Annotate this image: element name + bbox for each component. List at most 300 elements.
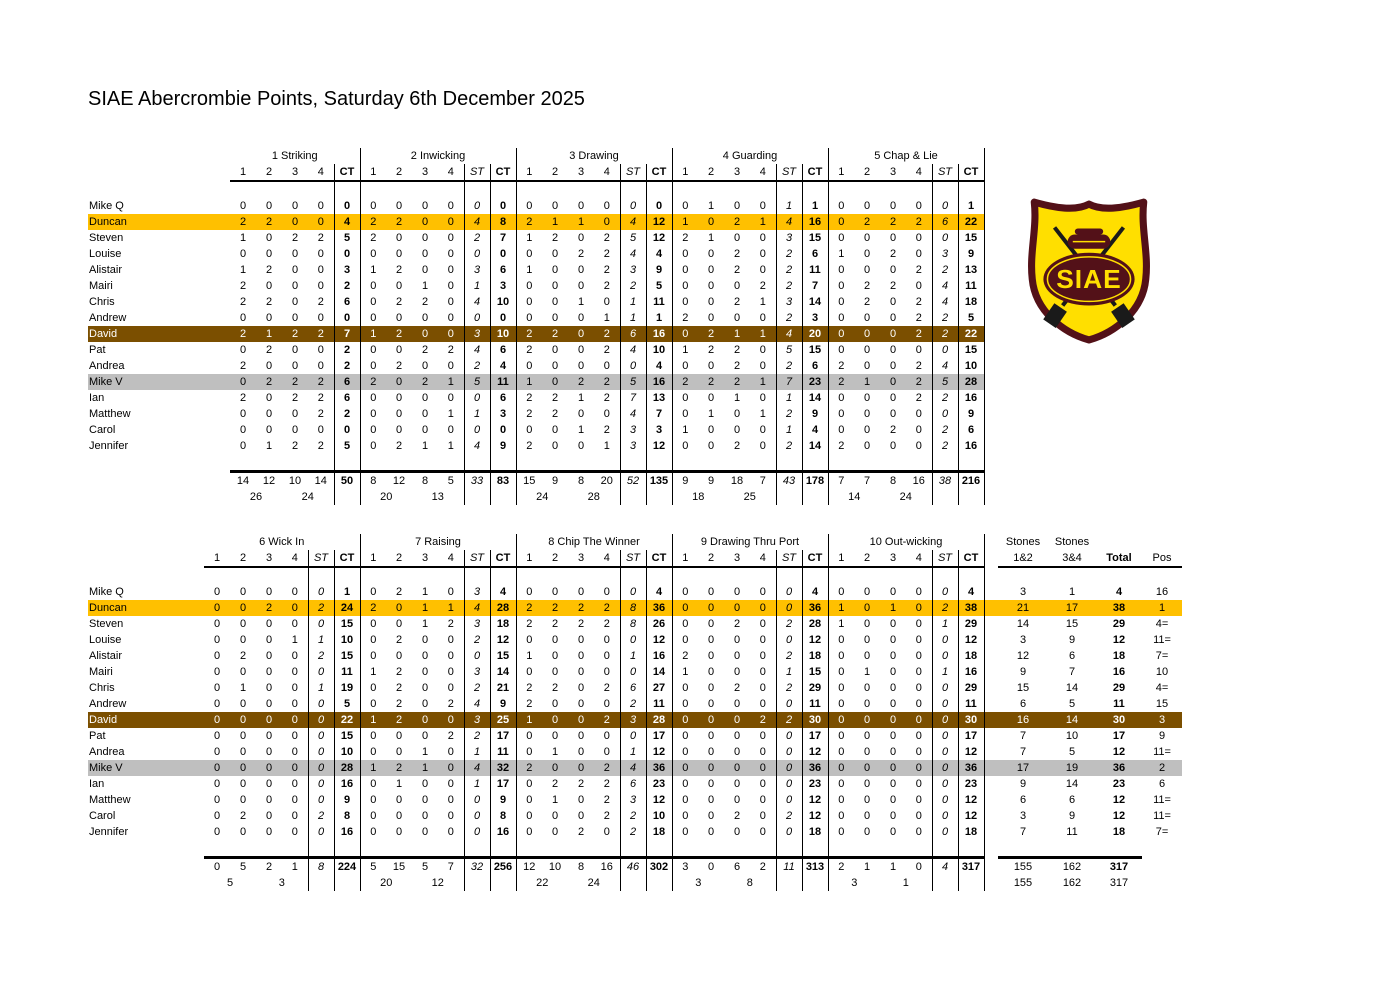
cumulative-total: 1 xyxy=(334,584,360,600)
section-total: 2 xyxy=(464,680,490,696)
end-score: 0 xyxy=(447,586,454,598)
end-score: 2 xyxy=(551,328,559,340)
section-total: 2 xyxy=(932,438,958,454)
section-total: 0 xyxy=(620,664,646,680)
points-table-ends-6-10-container xyxy=(88,534,1182,891)
end-score: 2 xyxy=(370,602,377,614)
cumulative-total: 36 xyxy=(802,760,828,776)
end-score: 1 xyxy=(526,650,533,662)
spacer xyxy=(932,454,958,472)
stones-total-value: 18 xyxy=(1112,650,1126,662)
end-score: 0 xyxy=(291,746,298,758)
col-header: 1 xyxy=(828,164,854,181)
section-total: 0 xyxy=(776,744,802,760)
end-score: 1 xyxy=(370,666,377,678)
col-header: 2 xyxy=(542,164,568,181)
end-score: 2 xyxy=(551,682,559,694)
column-total: 12 xyxy=(386,472,412,490)
end-score: 0 xyxy=(370,826,377,838)
player-name: Matthew xyxy=(89,408,131,420)
end-score: 2 xyxy=(395,698,403,710)
end-score: 2 xyxy=(682,312,689,324)
spacer xyxy=(568,454,594,472)
spacer xyxy=(1142,875,1182,891)
end-score: 0 xyxy=(526,200,533,212)
cumulative-total: 0 xyxy=(490,422,516,438)
cumulative-total: 18 xyxy=(958,648,984,664)
end-score: 0 xyxy=(526,424,533,436)
end-score: 0 xyxy=(889,586,897,598)
end-score: 0 xyxy=(265,666,273,678)
section-title: 2 Inwicking xyxy=(360,148,516,164)
end-score: 2 xyxy=(239,360,247,372)
column-total: 8 xyxy=(880,472,906,490)
end-score: 2 xyxy=(317,328,324,340)
end-score: 0 xyxy=(915,730,922,742)
stones-col-header-total: Total xyxy=(1096,550,1142,567)
section-total: 3 xyxy=(620,422,646,438)
spacer xyxy=(698,454,724,472)
end-score: 0 xyxy=(551,634,559,646)
player-name: David xyxy=(89,714,118,726)
column-total: 12 xyxy=(516,858,542,876)
end-score: 1 xyxy=(421,602,429,614)
end-score: 0 xyxy=(265,424,273,436)
player-name: Ian xyxy=(89,778,105,790)
end-score: 2 xyxy=(682,232,689,244)
cumulative-total: 1 xyxy=(646,310,672,326)
stones-total-value: 29 xyxy=(1112,682,1126,694)
end-score: 0 xyxy=(291,762,298,774)
section-total: 3 xyxy=(932,246,958,262)
end-score: 0 xyxy=(707,360,715,372)
section-total: 2 xyxy=(308,808,334,824)
spacer xyxy=(958,181,984,198)
end-score: 2 xyxy=(317,232,324,244)
section-total: 4 xyxy=(464,214,490,230)
column-total: 0 xyxy=(698,858,724,876)
column-total: 5 xyxy=(438,472,464,490)
col-header: 4 xyxy=(750,550,776,567)
end-score: 0 xyxy=(889,762,897,774)
end-score: 2 xyxy=(603,232,610,244)
player-row xyxy=(88,358,984,374)
end-score: 0 xyxy=(838,296,845,308)
section-title: 1 Striking xyxy=(230,148,360,164)
end-score: 2 xyxy=(889,216,897,228)
cumulative-total: 36 xyxy=(646,760,672,776)
cumulative-total: 11 xyxy=(958,696,984,712)
col-header-ct: CT xyxy=(490,164,516,181)
spacer xyxy=(620,875,646,891)
end-score: 0 xyxy=(447,762,454,774)
end-score: 0 xyxy=(759,264,766,276)
end-score: 0 xyxy=(370,682,377,694)
end-score: 0 xyxy=(682,248,689,260)
end-score: 0 xyxy=(603,586,610,598)
cumulative-total: 7 xyxy=(646,406,672,422)
end-score: 1 xyxy=(682,666,689,678)
cumulative-total: 22 xyxy=(958,214,984,230)
player-row xyxy=(88,664,1182,680)
spacer xyxy=(984,534,998,550)
cumulative-total: 9 xyxy=(646,262,672,278)
end-score: 2 xyxy=(551,778,559,790)
end-score: 0 xyxy=(551,650,559,662)
end-score: 0 xyxy=(577,682,585,694)
end-score: 0 xyxy=(421,810,429,822)
end-score: 0 xyxy=(707,698,715,710)
spacer xyxy=(906,567,932,584)
cumulative-total: 6 xyxy=(802,246,828,262)
end-score: 2 xyxy=(317,376,324,388)
cumulative-total: 18 xyxy=(958,294,984,310)
col-header: 3 xyxy=(412,164,438,181)
cumulative-total: 16 xyxy=(334,776,360,792)
col-header: 2 xyxy=(854,550,880,567)
spacer xyxy=(308,875,334,891)
end-score: 0 xyxy=(291,586,298,598)
end-score: 0 xyxy=(915,650,922,662)
spacer xyxy=(230,454,256,472)
section-title: 8 Chip The Winner xyxy=(516,534,672,550)
cumulative-total: 28 xyxy=(958,374,984,390)
spacer xyxy=(204,567,230,584)
end-score: 0 xyxy=(915,424,922,436)
col-header: 2 xyxy=(698,164,724,181)
spacer xyxy=(282,840,308,858)
end-score: 0 xyxy=(551,264,559,276)
column-total: 0 xyxy=(906,858,932,876)
end-score: 0 xyxy=(863,360,871,372)
end-score: 1 xyxy=(447,440,454,452)
section-total: 1 xyxy=(776,390,802,406)
end-score: 0 xyxy=(526,280,533,292)
end-score: 0 xyxy=(759,232,766,244)
end-score: 0 xyxy=(838,650,845,662)
cumulative-total: 28 xyxy=(334,760,360,776)
cumulative-total: 17 xyxy=(958,728,984,744)
column-total: 2 xyxy=(750,858,776,876)
col-header: 1 xyxy=(516,164,542,181)
cumulative-total: 25 xyxy=(490,712,516,728)
cumulative-total: 15 xyxy=(334,728,360,744)
cumulative-total: 28 xyxy=(490,600,516,616)
spacer xyxy=(256,454,282,472)
end-score: 0 xyxy=(915,344,922,356)
end-score: 0 xyxy=(526,312,533,324)
end-score: 0 xyxy=(915,200,922,212)
cumulative-total: 3 xyxy=(802,310,828,326)
end-score: 0 xyxy=(317,264,324,276)
section-total: 2 xyxy=(464,728,490,744)
end-score: 0 xyxy=(838,666,845,678)
player-row xyxy=(88,198,984,214)
end-score: 0 xyxy=(707,634,715,646)
end-score: 0 xyxy=(733,408,741,420)
end-score: 0 xyxy=(551,360,559,372)
cumulative-total: 4 xyxy=(802,422,828,438)
col-header-st: ST xyxy=(776,550,802,567)
end-score: 2 xyxy=(707,344,715,356)
cumulative-total: 2 xyxy=(334,342,360,358)
end-score: 0 xyxy=(682,200,689,212)
end-score: 0 xyxy=(421,682,429,694)
end-score: 0 xyxy=(526,826,533,838)
spacer xyxy=(1048,840,1096,858)
section-total: 8 xyxy=(620,616,646,632)
end-score: 0 xyxy=(863,264,871,276)
end-score: 2 xyxy=(889,424,897,436)
end-score: 2 xyxy=(239,280,247,292)
spacer xyxy=(724,454,750,472)
end-score: 0 xyxy=(682,762,689,774)
end-score: 0 xyxy=(265,200,273,212)
end-score: 0 xyxy=(889,730,897,742)
end-score: 2 xyxy=(915,312,922,324)
end-score: 0 xyxy=(915,810,922,822)
column-total-ct: 302 xyxy=(646,858,672,876)
end-score: 1 xyxy=(447,602,454,614)
end-score: 0 xyxy=(577,714,585,726)
cumulative-total: 11 xyxy=(802,696,828,712)
pair-total: 20 xyxy=(380,491,393,503)
end-score: 2 xyxy=(239,216,247,228)
section-total: 2 xyxy=(932,310,958,326)
end-score: 0 xyxy=(863,586,871,598)
end-score: 0 xyxy=(915,602,922,614)
end-score: 0 xyxy=(551,826,559,838)
end-score: 0 xyxy=(863,698,871,710)
cumulative-total: 10 xyxy=(646,342,672,358)
spacer xyxy=(906,454,932,472)
cumulative-total: 12 xyxy=(958,808,984,824)
cumulative-total: 10 xyxy=(490,326,516,342)
section-total: 3 xyxy=(776,230,802,246)
spacer xyxy=(776,567,802,584)
player-row xyxy=(88,342,984,358)
column-total-st: 4 xyxy=(932,858,958,876)
end-score: 0 xyxy=(577,264,585,276)
end-score: 2 xyxy=(317,440,324,452)
end-score: 2 xyxy=(395,296,403,308)
section-total: 4 xyxy=(464,342,490,358)
end-score: 0 xyxy=(265,762,273,774)
cumulative-total: 16 xyxy=(958,664,984,680)
end-score: 2 xyxy=(447,618,454,630)
cumulative-total: 12 xyxy=(958,744,984,760)
stones-12-value: 3 xyxy=(1019,634,1027,646)
end-score: 0 xyxy=(577,408,585,420)
cumulative-total: 16 xyxy=(958,438,984,454)
column-total-ct: 135 xyxy=(646,472,672,490)
column-total: 7 xyxy=(828,472,854,490)
spacer xyxy=(984,567,998,584)
col-header: 4 xyxy=(906,550,932,567)
end-score: 0 xyxy=(889,794,897,806)
player-name: Andrea xyxy=(89,746,125,758)
end-score: 0 xyxy=(265,810,273,822)
end-score: 1 xyxy=(577,296,585,308)
section-total: 0 xyxy=(932,744,958,760)
end-score: 0 xyxy=(370,634,377,646)
stones-total-value: 30 xyxy=(1112,714,1126,726)
cumulative-total: 3 xyxy=(490,406,516,422)
spacer xyxy=(88,181,230,198)
end-score: 0 xyxy=(291,826,298,838)
end-score: 0 xyxy=(239,344,247,356)
cumulative-total: 0 xyxy=(334,246,360,262)
end-score: 2 xyxy=(526,602,533,614)
cumulative-total: 13 xyxy=(958,262,984,278)
spacer xyxy=(984,792,998,808)
end-score: 2 xyxy=(265,376,273,388)
end-score: 2 xyxy=(603,778,610,790)
end-score: 0 xyxy=(838,232,845,244)
spacer xyxy=(1142,534,1182,550)
section-total: 1 xyxy=(776,664,802,680)
cumulative-total: 7 xyxy=(490,230,516,246)
cumulative-total: 4 xyxy=(646,246,672,262)
column-total: 6 xyxy=(724,858,750,876)
spacer xyxy=(984,600,998,616)
end-score: 0 xyxy=(213,826,221,838)
end-score: 0 xyxy=(239,698,247,710)
spacer xyxy=(620,181,646,198)
end-score: 0 xyxy=(447,264,454,276)
end-score: 0 xyxy=(733,746,741,758)
spacer xyxy=(438,454,464,472)
spacer xyxy=(984,824,998,840)
col-header-st: ST xyxy=(620,550,646,567)
cumulative-total: 6 xyxy=(802,358,828,374)
col-header: 4 xyxy=(308,164,334,181)
spacer xyxy=(724,181,750,198)
player-name: Mike Q xyxy=(89,586,124,598)
cumulative-total: 9 xyxy=(490,438,516,454)
col-header: 3 xyxy=(568,550,594,567)
end-score: 0 xyxy=(265,312,273,324)
section-total: 3 xyxy=(620,792,646,808)
section-total: 4 xyxy=(464,760,490,776)
end-score: 0 xyxy=(551,762,559,774)
end-score: 2 xyxy=(551,602,559,614)
cumulative-total: 5 xyxy=(334,696,360,712)
section-total: 1 xyxy=(464,776,490,792)
player-name: Duncan xyxy=(89,602,127,614)
col-header-st: ST xyxy=(932,550,958,567)
player-row xyxy=(88,680,1182,696)
end-score: 2 xyxy=(707,376,715,388)
end-score: 1 xyxy=(291,634,298,646)
end-score: 0 xyxy=(682,328,689,340)
spacer xyxy=(412,181,438,198)
stones-12-value: 7 xyxy=(1019,746,1027,758)
cumulative-total: 32 xyxy=(490,760,516,776)
end-score: 0 xyxy=(838,698,845,710)
end-score: 0 xyxy=(682,682,689,694)
cumulative-total: 16 xyxy=(646,648,672,664)
cumulative-total: 10 xyxy=(334,744,360,760)
end-score: 2 xyxy=(395,216,403,228)
end-score: 0 xyxy=(265,714,273,726)
page-title: SIAE Abercrombie Points, Saturday 6th December 2025 xyxy=(88,88,585,110)
section-total: 1 xyxy=(464,744,490,760)
table-row xyxy=(88,148,984,164)
cumulative-total: 15 xyxy=(490,648,516,664)
end-score: 0 xyxy=(759,746,766,758)
cumulative-total: 7 xyxy=(802,278,828,294)
col-header: 2 xyxy=(698,550,724,567)
spacer xyxy=(776,181,802,198)
end-score: 0 xyxy=(395,344,403,356)
end-score: 0 xyxy=(526,730,533,742)
end-score: 0 xyxy=(863,408,871,420)
end-score: 0 xyxy=(682,826,689,838)
spacer xyxy=(854,567,880,584)
cumulative-total: 1 xyxy=(958,198,984,214)
player-row xyxy=(88,294,984,310)
row-label-header xyxy=(88,550,204,567)
siae-crest-logo xyxy=(1020,194,1158,346)
end-score: 0 xyxy=(733,602,741,614)
player-name: Andrew xyxy=(89,312,127,324)
end-score: 0 xyxy=(370,312,377,324)
section-total: 0 xyxy=(932,198,958,214)
cumulative-total: 6 xyxy=(490,262,516,278)
position-value: 4= xyxy=(1155,682,1169,694)
cumulative-total: 2 xyxy=(334,278,360,294)
grand-total-2: 317 xyxy=(1109,877,1129,889)
spacer xyxy=(1142,567,1182,584)
section-total: 0 xyxy=(464,310,490,326)
end-score: 0 xyxy=(291,264,299,276)
column-total: 9 xyxy=(542,472,568,490)
cumulative-total: 16 xyxy=(490,824,516,840)
end-score: 0 xyxy=(759,666,766,678)
section-total: 4 xyxy=(620,406,646,422)
cumulative-total: 16 xyxy=(802,214,828,230)
end-score: 0 xyxy=(265,778,273,790)
spacer xyxy=(334,567,360,584)
pair-total: 13 xyxy=(431,491,444,503)
end-score: 0 xyxy=(603,650,610,662)
column-total-st: 32 xyxy=(464,858,490,876)
end-score: 2 xyxy=(682,650,689,662)
column-total: 5 xyxy=(230,858,256,876)
spacer xyxy=(88,840,204,858)
cumulative-total: 8 xyxy=(490,214,516,230)
position-value: 11= xyxy=(1153,634,1171,646)
end-score: 2 xyxy=(395,682,403,694)
end-score: 2 xyxy=(603,248,610,260)
column-total-ct: 216 xyxy=(958,472,984,490)
spacer xyxy=(750,454,776,472)
end-score: 0 xyxy=(838,794,845,806)
spacer xyxy=(464,181,490,198)
section-total: 0 xyxy=(932,728,958,744)
cumulative-total: 18 xyxy=(490,616,516,632)
end-score: 2 xyxy=(863,280,871,292)
table-row xyxy=(88,534,1182,550)
stones-total-value: 36 xyxy=(1112,762,1126,774)
end-score: 0 xyxy=(838,424,845,436)
end-score: 0 xyxy=(291,666,298,678)
stones-total-value: 12 xyxy=(1112,810,1126,822)
stones-12-value: 16 xyxy=(1016,714,1030,726)
section-total: 4 xyxy=(620,246,646,262)
stones-12-value: 3 xyxy=(1019,810,1027,822)
